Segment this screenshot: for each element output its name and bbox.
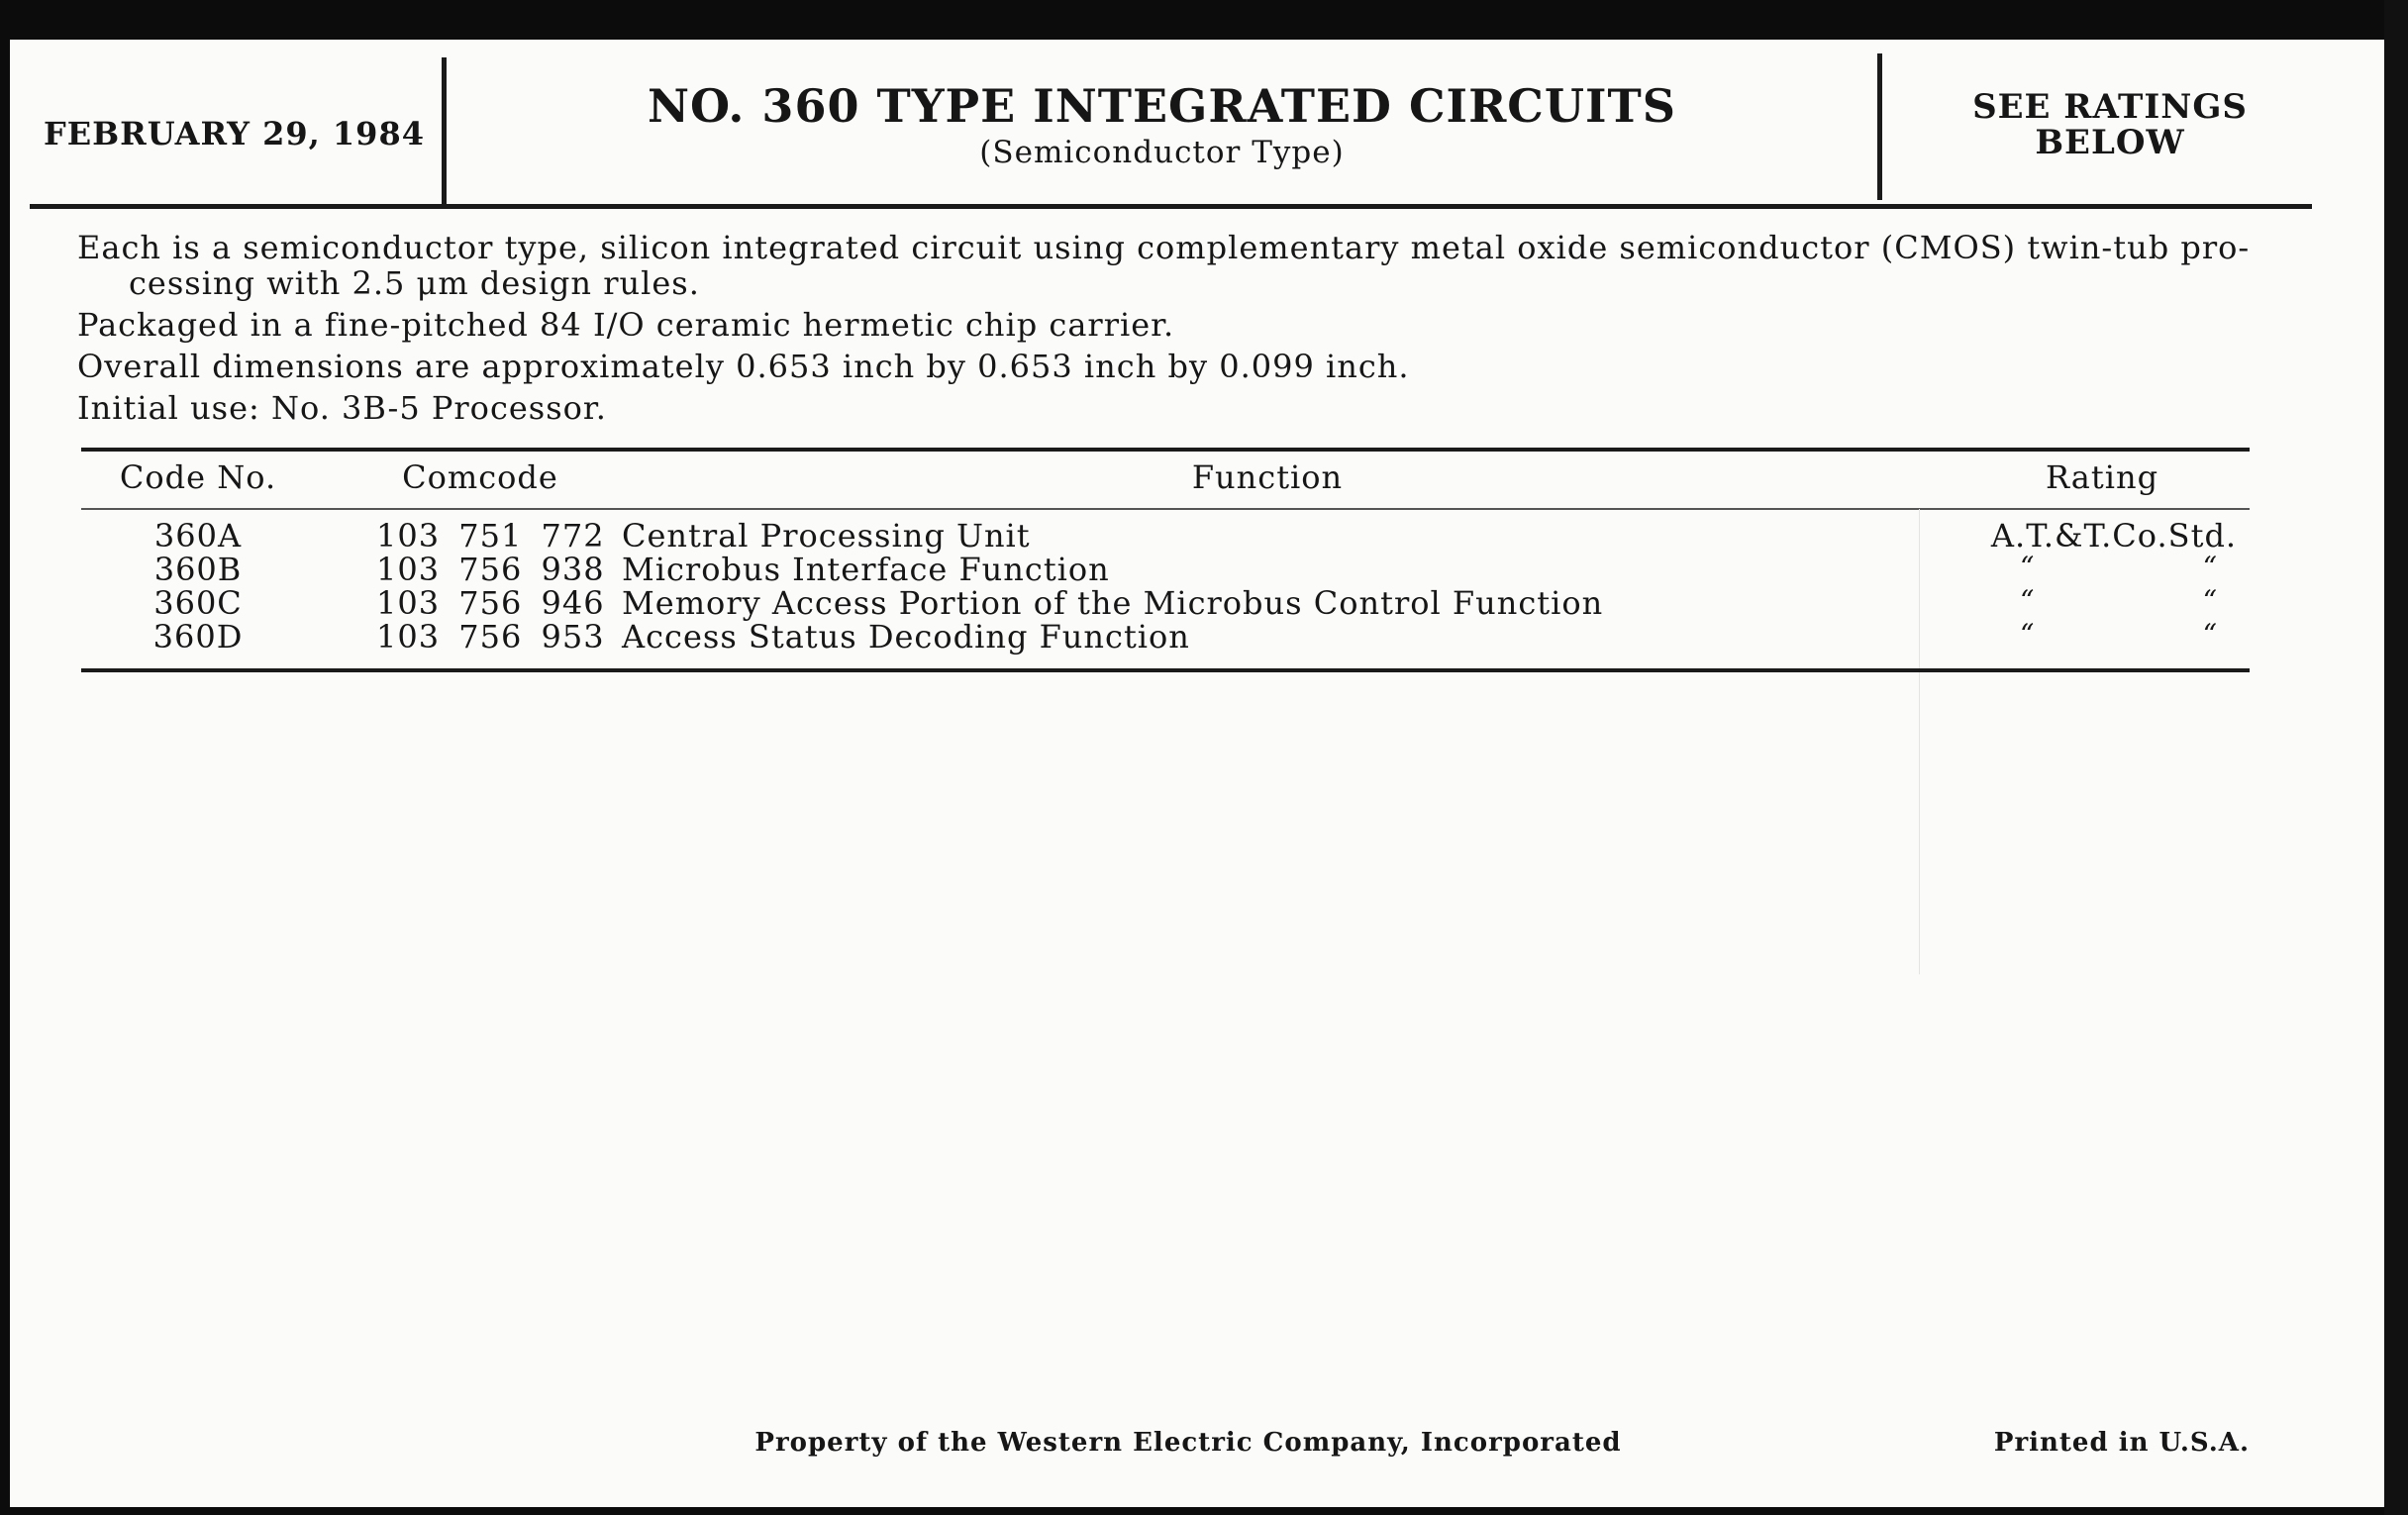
row-function: Access Status Decoding Function [622,618,1190,656]
ditto-mark: “ [2020,551,2036,583]
ditto-mark: “ [2202,551,2218,583]
ratings-note [1882,89,2338,160]
table-row [10,584,2384,622]
description-paragraph-3: Overall dimensions are approximately 0.653 inch by 0.653 inch by 0.099 inch. [77,348,1410,385]
table-top-rule [81,448,2250,452]
ditto-mark: “ [2202,618,2218,651]
table-row [10,517,2384,555]
row-comcode: 103 756 953 [376,618,605,656]
row-rating-ditto [2020,551,2218,583]
table-row [10,551,2384,588]
row-rating-ditto [2020,584,2218,617]
table-bottom-rule [81,668,2250,672]
page-subtitle: (Semiconductor Type) [979,135,1345,170]
table-header-function: Function [1191,458,1344,496]
description-paragraph-4: Initial use: No. 3B-5 Processor. [77,389,607,427]
ratings-note-line2: BELOW [2035,123,2185,162]
ditto-mark: “ [2020,618,2036,651]
table-header-comcode: Comcode [402,458,558,496]
description-line-2: cessing with 2.5 μm design rules. [129,264,700,302]
row-code: 360D [152,618,244,656]
row-function: Microbus Interface Function [622,551,1110,588]
row-comcode: 103 751 772 [376,517,605,555]
ratings-note-line1: SEE RATINGS [1972,87,2248,127]
row-rating-ditto [2020,618,2218,651]
table-header-code: Code No. [119,458,277,496]
row-code: 360B [153,551,243,588]
issue-date: FEBRUARY 29, 1984 [44,115,425,152]
ditto-mark: “ [2020,584,2036,617]
table-row [10,618,2384,656]
spec-sheet-card [10,40,2384,1507]
header-rule [30,204,2312,209]
row-code: 360C [153,584,243,622]
ditto-mark: “ [2202,584,2218,617]
row-comcode: 103 756 946 [376,584,605,622]
table-header-rating: Rating [2045,458,2159,496]
description-line-1: Each is a semiconductor type, silicon integrated circuit using complementary metal oxide semiconductor (CMOS) twin-tub pro- [77,229,2251,266]
row-comcode: 103 756 938 [376,551,605,588]
page-title: NO. 360 TYPE INTEGRATED CIRCUITS [647,79,1676,133]
row-rating: A.T.&T.Co.Std. [1990,517,2238,555]
row-function: Memory Access Portion of the Microbus Control Function [622,584,1604,622]
table-header-rule [81,508,2250,510]
scan-border [2384,0,2408,1515]
table-body [10,517,2384,656]
description-paragraph-1 [77,230,2265,301]
description-paragraph-2: Packaged in a fine-pitched 84 I/O ceramic hermetic chip carrier. [77,306,1175,344]
footer-printed-in: Printed in U.S.A. [1993,1428,2250,1458]
row-code: 360A [153,517,243,555]
row-function: Central Processing Unit [622,517,1031,555]
footer-property-notice: Property of the Western Electric Company, Incorporated [754,1428,1622,1458]
